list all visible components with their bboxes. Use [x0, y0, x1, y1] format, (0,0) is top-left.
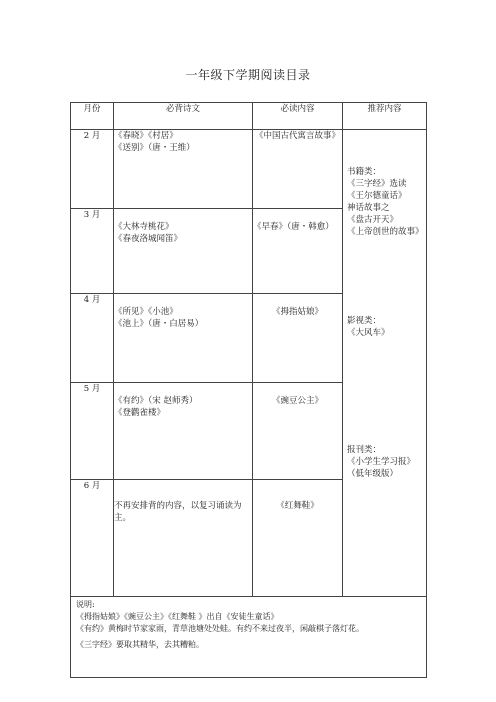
books-group [347, 166, 423, 238]
book-item: 神话故事之 [347, 203, 390, 213]
poem-line: 《登鹳雀楼》 [114, 408, 166, 418]
reading-text: 《豌豆公主》 [271, 396, 323, 406]
table-header-row [71, 103, 427, 130]
month-cell: 2 月 [71, 130, 114, 209]
reading-text: 《早春》（唐・韩愈） [253, 222, 334, 232]
month-cell: 4 月 [71, 294, 114, 383]
header-month: 月份 [71, 103, 114, 130]
note-line: 《拇指姑娘》《豌豆公主》《红舞鞋 》出自《安徒生童话》 [76, 612, 279, 621]
reading-cell [253, 130, 343, 209]
note-line: 《三字经》要取其精华，去其糟粕。 [76, 640, 204, 649]
poem-line: 《春夜洛城闻笛》 [114, 234, 183, 244]
reading-text: 《红舞鞋》 [276, 501, 319, 511]
month-cell: 6 月 [71, 480, 114, 597]
reading-text: 《中国古代寓言故事》 [254, 131, 340, 141]
periodicals-group [347, 444, 423, 480]
book-item: 《盘古开天》 [347, 215, 399, 225]
poem-line: 《送别》（唐・王维） [114, 143, 195, 153]
book-item: 《三字经》选读 [347, 179, 407, 189]
notes-row [71, 597, 427, 678]
poem-line: 《有约》（宋 赵师秀） [114, 396, 198, 406]
recommended-cell [343, 130, 427, 597]
poems-cell [114, 130, 253, 209]
note-line: 《有约》黄梅时节家家雨，青草池塘处处蛙。有约不来过夜半，闲敲棋子落灯花。 [76, 624, 364, 633]
book-item: 《上帝创世的故事》 [347, 227, 424, 237]
reading-cell [253, 294, 343, 383]
films-group [347, 315, 423, 339]
periodicals-label: 报刊类： [347, 445, 382, 455]
poems-cell [114, 480, 253, 597]
header-required-reading: 必读内容 [253, 103, 343, 130]
reading-cell [253, 480, 343, 597]
periodical-item: 《小学生学习报》（低年级版） [347, 457, 416, 479]
table-row [71, 130, 427, 209]
reading-text: 《拇指姑娘》 [271, 307, 323, 317]
header-poems: 必背诗文 [114, 103, 253, 130]
month-cell: 3 月 [71, 209, 114, 294]
poems-cell [114, 383, 253, 480]
poem-line: 《所见》《小池》 [114, 307, 178, 317]
poem-line: 《春晓》《村居》 [114, 131, 178, 141]
films-label: 影视类： [347, 316, 382, 326]
book-item: 《王尔德童话》 [347, 191, 407, 201]
books-label: 书籍类： [347, 167, 382, 177]
film-item: 《大风车》 [347, 328, 390, 338]
reading-cell [253, 383, 343, 480]
poems-cell [114, 294, 253, 383]
poem-line: 《池上》（唐・白居易） [114, 319, 204, 329]
poem-line: 不再安排背的内容，以复习诵读为主。 [114, 501, 242, 523]
header-recommended: 推荐内容 [343, 103, 427, 130]
reading-list-table [70, 102, 427, 678]
poem-line: 《大林寺桃花》 [114, 222, 174, 232]
page-title: 一年级下学期阅读目录 [185, 68, 311, 82]
notes-cell [71, 597, 427, 678]
notes-label: 说明: [76, 600, 95, 609]
poems-cell [114, 209, 253, 294]
month-cell: 5 月 [71, 383, 114, 480]
reading-cell [253, 209, 343, 294]
